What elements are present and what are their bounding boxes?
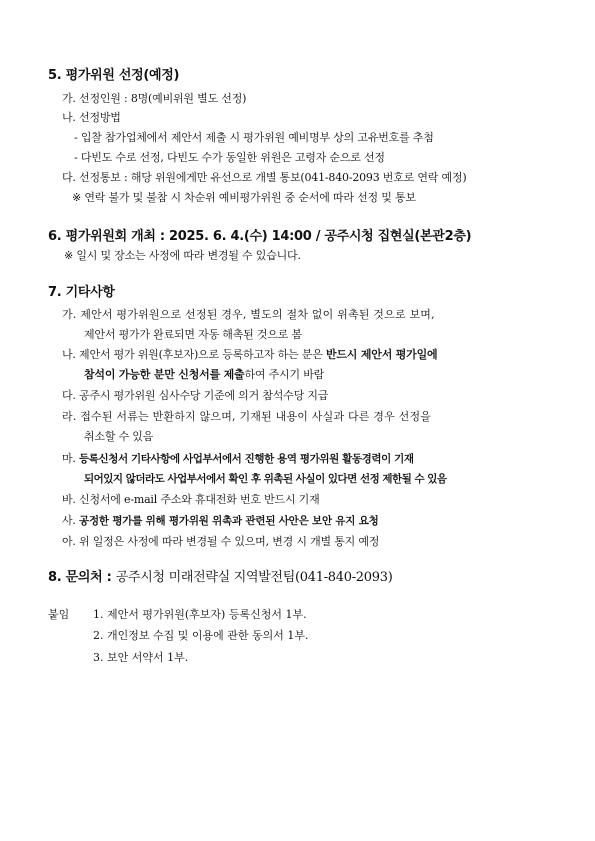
s7-item-a-line2: 제안서 평가가 완료되면 자동 해촉된 것으로 봄	[84, 328, 302, 341]
s7-item-e-line1: 마. 등록신청서 기타사항에 사업부서에서 진행한 용역 평가위원 활동경력이 기재	[62, 452, 414, 465]
attachment-item-1: 1. 제안서 평가위원(후보자) 등록신청서 1부.	[93, 608, 307, 621]
s7-item-e-line2: 되어있지 않더라도 사업부서에서 확인 후 위촉된 사실이 있다면 선정 제한될 수 있음	[84, 473, 447, 485]
s5-item-a: 가. 선정인원 : 8명(예비위원 별도 선정)	[62, 92, 247, 105]
s7-item-b-bold1: 반드시 제안서 평가일에	[325, 348, 438, 361]
contact-info: 공주시청 미래전략실 지역발전팀(041-840-2093)	[115, 570, 393, 585]
s7-item-d-line1: 라. 접수된 서류는 반환하지 않으며, 기재된 내용이 사실과 다른 경우 선정을	[62, 410, 432, 423]
s7-item-b-line1: 나. 제안서 평가 위원(후보자)으로 등록하고자 하는 분은 반드시 제안서 평가일에	[62, 348, 438, 361]
s6-note: ※ 일시 및 장소는 사정에 따라 변경될 수 있습니다.	[64, 249, 301, 262]
attachment-label: 붙임	[48, 608, 70, 621]
s5-item-b2: - 다빈도 수로 선정, 다빈도 수가 동일한 위원은 고령자 순으로 선정	[74, 151, 385, 164]
section-7-title: 7. 기타사항	[48, 285, 115, 300]
section-8-title: 8. 문의처 : 공주시청 미래전략실 지역발전팀(041-840-2093)	[48, 570, 393, 585]
s5-item-b: 나. 선정방법	[62, 111, 121, 124]
section-5-title: 5. 평가위원 선정(예정)	[48, 68, 180, 83]
section-6-title: 6. 평가위원회 개최 : 2025. 6. 4.(수) 14:00 / 공주시청 집현실(본관2층)	[48, 229, 472, 244]
s7-item-h: 아. 위 일정은 사정에 따라 변경될 수 있으며, 변경 시 개별 통지 예정	[62, 535, 380, 548]
s7-item-g-bold: 공정한 평가를 위해 평가위원 위촉과 관련된 사안은 보안 유지 요청	[79, 515, 379, 527]
s7-item-g: 사. 공정한 평가를 위해 평가위원 위촉과 관련된 사안은 보안 유지 요청	[62, 514, 379, 527]
s7-item-b-line2: 참석이 가능한 분만 신청서를 제출하여 주시기 바람	[84, 368, 325, 381]
s5-item-c: 다. 선정통보 : 해당 위원에게만 유선으로 개별 통보(041-840-2093 번호로 연락 예정)	[62, 171, 467, 184]
attachment-item-3: 3. 보안 서약서 1부.	[93, 651, 189, 664]
attachment-item-2: 2. 개인정보 수집 및 이용에 관한 동의서 1부.	[93, 629, 309, 642]
s7-item-d-line2: 취소할 수 있음	[84, 430, 154, 443]
s5-item-b1: - 입찰 참가업체에서 제안서 제출 시 평가위원 예비명부 상의 고유번호를 추첨	[74, 131, 434, 144]
s5-note: ※ 연락 불가 및 불참 시 차순위 예비평가위원 중 순서에 따라 선정 및 통보	[72, 191, 416, 204]
s7-item-c: 다. 공주시 평가위원 심사수당 기준에 의거 참석수당 지급	[62, 389, 329, 402]
s7-item-a-line1: 가. 제안서 평가위원으로 선정된 경우, 별도의 절차 없이 위촉된 것으로 보며,	[62, 308, 435, 321]
s7-item-e-bold1: 등록신청서 기타사항에 사업부서에서 진행한 용역 평가위원 활동경력이 기재	[79, 453, 414, 465]
s7-item-b-bold2: 참석이 가능한 분만 신청서를 제출	[84, 368, 245, 381]
s7-item-f: 바. 신청서에 e-mail 주소와 휴대전화 번호 반드시 기재	[62, 493, 320, 506]
